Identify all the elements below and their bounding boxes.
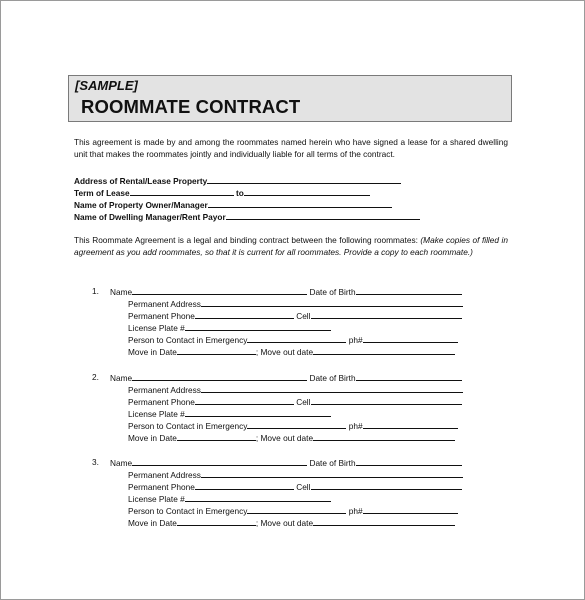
cell-label: Cell bbox=[296, 482, 311, 492]
dob-label: Date of Birth bbox=[309, 287, 356, 297]
emergency-row bbox=[128, 334, 458, 345]
term-line bbox=[74, 187, 370, 198]
dob-blank[interactable] bbox=[356, 457, 462, 466]
address-blank[interactable] bbox=[207, 175, 401, 184]
owner-line bbox=[74, 199, 392, 210]
owner-blank[interactable] bbox=[208, 199, 392, 208]
move-out-label: ; Move out date bbox=[255, 433, 314, 443]
move-in-label: Move in Date bbox=[128, 347, 177, 357]
license-label: License Plate # bbox=[128, 494, 185, 504]
name-label: Name bbox=[110, 373, 133, 383]
name-row bbox=[110, 286, 462, 297]
term-to-label: to bbox=[235, 188, 244, 198]
ph-label: ph# bbox=[348, 506, 363, 516]
license-row bbox=[128, 408, 331, 419]
ph-label: ph# bbox=[348, 335, 363, 345]
license-blank[interactable] bbox=[185, 493, 331, 502]
name-label: Name bbox=[110, 287, 133, 297]
document-title: ROOMMATE CONTRACT bbox=[81, 96, 301, 117]
emergency-label: Person to Contact in Emergency bbox=[128, 421, 248, 431]
move-out-label: ; Move out date bbox=[255, 347, 314, 357]
move-in-blank[interactable] bbox=[177, 517, 256, 526]
emergency-label: Person to Contact in Emergency bbox=[128, 335, 248, 345]
move-in-label: Move in Date bbox=[128, 433, 177, 443]
phone-row bbox=[128, 481, 462, 492]
move-out-blank[interactable] bbox=[313, 432, 455, 441]
name-blank[interactable] bbox=[132, 286, 307, 295]
dob-label: Date of Birth bbox=[309, 373, 356, 383]
address-line bbox=[74, 175, 401, 186]
move-row bbox=[128, 517, 455, 528]
move-out-label: ; Move out date bbox=[255, 518, 314, 528]
intro-paragraph: This agreement is made by and among the roommates named herein who have signed a lease for a shared dwelling unit that makes the roommates jointly and individually liable for all terms of the contract. bbox=[74, 137, 508, 160]
address-row bbox=[128, 384, 463, 395]
address-row bbox=[128, 298, 463, 309]
dob-blank[interactable] bbox=[356, 286, 462, 295]
perm-address-label: Permanent Address bbox=[128, 470, 201, 480]
perm-address-blank[interactable] bbox=[201, 384, 463, 393]
move-out-blank[interactable] bbox=[313, 346, 455, 355]
perm-address-blank[interactable] bbox=[201, 298, 463, 307]
dob-label: Date of Birth bbox=[309, 458, 356, 468]
move-row bbox=[128, 346, 455, 357]
license-label: License Plate # bbox=[128, 409, 185, 419]
cell-blank[interactable] bbox=[311, 481, 462, 490]
address-label: Address of Rental/Lease Property bbox=[74, 176, 208, 186]
cell-blank[interactable] bbox=[311, 396, 462, 405]
ph-label: ph# bbox=[348, 421, 363, 431]
address-row bbox=[128, 469, 463, 480]
name-label: Name bbox=[110, 458, 133, 468]
ph-blank[interactable] bbox=[363, 420, 458, 429]
perm-phone-blank[interactable] bbox=[195, 396, 294, 405]
emergency-row bbox=[128, 420, 458, 431]
name-row bbox=[110, 372, 462, 383]
move-row bbox=[128, 432, 455, 443]
license-row bbox=[128, 322, 331, 333]
perm-phone-blank[interactable] bbox=[195, 481, 294, 490]
roommate-number: 1. bbox=[92, 286, 99, 296]
emergency-blank[interactable] bbox=[247, 420, 346, 429]
manager-label: Name of Dwelling Manager/Rent Payor bbox=[74, 212, 226, 222]
manager-blank[interactable] bbox=[226, 211, 420, 220]
license-blank[interactable] bbox=[185, 408, 331, 417]
perm-phone-label: Permanent Phone bbox=[128, 311, 195, 321]
license-blank[interactable] bbox=[185, 322, 331, 331]
agreement-text: This Roommate Agreement is a legal and binding contract between the following roommates: bbox=[74, 235, 421, 245]
emergency-blank[interactable] bbox=[247, 334, 346, 343]
move-in-blank[interactable] bbox=[177, 432, 256, 441]
cell-label: Cell bbox=[296, 311, 311, 321]
agreement-note: (Make copies of filled in agreement as you add roommates, so that it is current for all roommates. Provide a copy to each roommate.) bbox=[74, 235, 508, 258]
term-start-blank[interactable] bbox=[130, 187, 234, 196]
license-row bbox=[128, 493, 331, 504]
dob-blank[interactable] bbox=[356, 372, 462, 381]
ph-blank[interactable] bbox=[363, 505, 458, 514]
emergency-blank[interactable] bbox=[247, 505, 346, 514]
ph-blank[interactable] bbox=[363, 334, 458, 343]
perm-phone-blank[interactable] bbox=[195, 310, 294, 319]
emergency-row bbox=[128, 505, 458, 516]
owner-label: Name of Property Owner/Manager bbox=[74, 200, 208, 210]
title-box bbox=[68, 75, 512, 122]
phone-row bbox=[128, 396, 462, 407]
perm-address-blank[interactable] bbox=[201, 469, 463, 478]
name-blank[interactable] bbox=[132, 372, 307, 381]
roommate-number: 3. bbox=[92, 457, 99, 467]
perm-phone-label: Permanent Phone bbox=[128, 397, 195, 407]
license-label: License Plate # bbox=[128, 323, 185, 333]
sample-label: [SAMPLE] bbox=[75, 78, 138, 93]
manager-line bbox=[74, 211, 420, 222]
perm-phone-label: Permanent Phone bbox=[128, 482, 195, 492]
perm-address-label: Permanent Address bbox=[128, 299, 201, 309]
cell-blank[interactable] bbox=[311, 310, 462, 319]
term-label: Term of Lease bbox=[74, 188, 130, 198]
agreement-paragraph bbox=[74, 234, 508, 259]
perm-address-label: Permanent Address bbox=[128, 385, 201, 395]
name-row bbox=[110, 457, 462, 468]
term-end-blank[interactable] bbox=[244, 187, 370, 196]
phone-row bbox=[128, 310, 462, 321]
move-in-blank[interactable] bbox=[177, 346, 256, 355]
move-out-blank[interactable] bbox=[313, 517, 455, 526]
name-blank[interactable] bbox=[132, 457, 307, 466]
move-in-label: Move in Date bbox=[128, 518, 177, 528]
cell-label: Cell bbox=[296, 397, 311, 407]
roommate-number: 2. bbox=[92, 372, 99, 382]
emergency-label: Person to Contact in Emergency bbox=[128, 506, 248, 516]
